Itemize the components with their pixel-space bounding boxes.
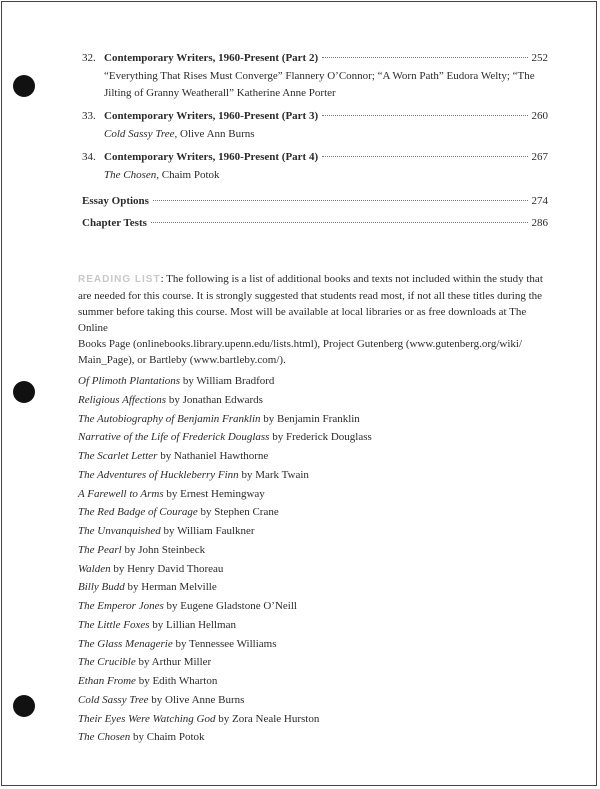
list-item	[78, 391, 548, 410]
toc-title: Contemporary Writers, 1960-Present (Part 4)	[104, 151, 319, 163]
table-of-contents	[82, 51, 548, 238]
book-title: The Unvanquished	[78, 525, 161, 537]
book-title: The Little Foxes	[78, 618, 150, 631]
book-author: by Lillian Hellman	[149, 618, 236, 631]
list-item	[78, 691, 548, 710]
dot-leader	[322, 115, 527, 116]
list-item	[78, 560, 548, 579]
intro-line: are needed for this course. It is strongly suggested that students read most, if not all these titles during the	[78, 290, 543, 302]
list-item	[78, 485, 548, 504]
toc-line	[82, 51, 548, 66]
book-title: The Autobiography of Benjamin Franklin	[78, 412, 261, 425]
book-title: Religious Affections	[78, 393, 167, 406]
intro-line: : The following is a list of additional books and texts not included within the study that	[160, 273, 543, 285]
binder-hole-top	[13, 75, 35, 97]
list-item	[78, 372, 548, 391]
toc-title: Contemporary Writers, 1960-Present (Part 3)	[104, 110, 319, 122]
book-author: by Mark Twain	[238, 468, 309, 481]
book-title: Of Plimoth Plantations	[78, 375, 181, 387]
list-item	[78, 672, 548, 691]
intro-line: summer before taking this course. Most will be available at local libraries or as free downloads at The Online	[78, 306, 527, 334]
book-author: by Henry David Thoreau	[110, 562, 224, 575]
book-author: by William Faulkner	[160, 525, 255, 537]
toc-line	[82, 216, 548, 231]
list-item	[78, 428, 548, 447]
book-title: Narrative of the Life of Frederick Douglass	[78, 431, 270, 444]
book-author: by Frederick Douglass	[269, 431, 372, 444]
toc-page-number: 252	[531, 52, 548, 64]
book-title: The Glass Menagerie	[78, 637, 173, 650]
toc-page-number: 267	[531, 151, 548, 163]
toc-number: 33.	[82, 110, 96, 122]
toc-entry-chapter-tests	[82, 216, 548, 231]
toc-subtitle	[82, 124, 548, 143]
list-item	[78, 597, 548, 616]
list-item	[78, 710, 548, 729]
book-list	[78, 372, 548, 747]
book-author: by Tennessee Williams	[172, 637, 277, 650]
book-title: Cold Sassy Tree	[104, 128, 175, 140]
list-item	[78, 616, 548, 635]
book-title: Walden	[78, 562, 111, 575]
binder-hole-bottom	[13, 695, 35, 717]
book-author: by Herman Melville	[124, 581, 217, 594]
book-author: by Stephen Crane	[197, 506, 279, 519]
book-title: The Adventures of Huckleberry Finn	[78, 468, 239, 481]
binder-hole-middle	[13, 381, 35, 403]
book-title: The Crucible	[78, 656, 136, 669]
dot-leader	[322, 57, 527, 58]
book-author: , Olive Ann Burns	[174, 128, 255, 140]
book-title: The Scarlet Letter	[78, 450, 158, 462]
intro-line: Main_Page), or Bartleby (www.bartleby.com/).	[78, 354, 286, 366]
book-title: The Red Badge of Courage	[78, 506, 198, 519]
book-author: by Zora Neale Hurston	[215, 712, 320, 725]
dot-leader	[322, 156, 527, 157]
dot-leader	[151, 222, 528, 223]
book-author: by William Bradford	[180, 375, 275, 387]
book-author: by Ernest Hemingway	[163, 487, 265, 500]
toc-line	[82, 194, 548, 209]
book-author: by Edith Wharton	[135, 675, 218, 687]
toc-subtitle-line: Jilting of Granny Weatherall” Katherine Anne Porter	[104, 87, 336, 99]
list-item	[78, 447, 548, 466]
intro-line: Books Page (onlinebooks.library.upenn.edu/lists.html), Project Gutenberg (www.gutenberg.org/wiki/	[78, 338, 523, 350]
book-title: Cold Sassy Tree	[78, 693, 149, 706]
toc-entry-33	[82, 109, 548, 143]
list-item	[78, 503, 548, 522]
list-item	[78, 653, 548, 672]
toc-entry-32	[82, 51, 548, 102]
dot-leader	[153, 200, 528, 201]
book-author: by Jonathan Edwards	[166, 393, 263, 406]
toc-title: Chapter Tests	[82, 217, 147, 229]
toc-subtitle	[82, 66, 548, 102]
book-author: by Eugene Gladstone O’Neill	[163, 600, 297, 612]
book-title: A Farewell to Arms	[78, 487, 164, 500]
book-author: , Chaim Potok	[156, 169, 220, 181]
toc-number: 32.	[82, 52, 96, 64]
toc-title: Essay Options	[82, 195, 149, 207]
list-item	[78, 728, 548, 747]
reading-list-heading: READING LIST	[78, 274, 161, 285]
book-title: Ethan Frome	[78, 675, 136, 687]
toc-entry-34	[82, 150, 548, 184]
book-title: Billy Budd	[78, 581, 125, 594]
book-title: The Chosen	[78, 731, 131, 744]
toc-subtitle	[82, 165, 548, 184]
toc-title: Contemporary Writers, 1960-Present (Part 2)	[104, 52, 319, 64]
toc-page-number: 286	[531, 217, 548, 229]
book-author: by John Steinbeck	[121, 543, 206, 556]
reading-list-intro	[78, 271, 548, 368]
list-item	[78, 541, 548, 560]
book-title: The Emperor Jones	[78, 600, 164, 612]
book-title: The Chosen	[104, 169, 157, 181]
list-item	[78, 410, 548, 429]
toc-line	[82, 109, 548, 124]
book-author: by Chaim Potok	[130, 731, 205, 744]
toc-entry-essay-options	[82, 194, 548, 209]
book-author: by Benjamin Franklin	[260, 412, 360, 425]
book-author: by Arthur Miller	[135, 656, 212, 669]
toc-subtitle-line: “Everything That Rises Must Converge” Flannery O’Connor; “A Worn Path” Eudora Welty; “The	[104, 70, 535, 82]
book-author: by Nathaniel Hawthorne	[157, 450, 269, 462]
book-title: The Pearl	[78, 543, 122, 556]
toc-line	[82, 150, 548, 165]
list-item	[78, 578, 548, 597]
list-item	[78, 635, 548, 654]
reading-list-section	[78, 271, 548, 747]
list-item	[78, 466, 548, 485]
toc-page-number: 260	[531, 110, 548, 122]
toc-number: 34.	[82, 151, 96, 163]
book-title: Their Eyes Were Watching God	[78, 712, 216, 725]
book-author: by Olive Anne Burns	[148, 693, 245, 706]
toc-page-number: 274	[531, 195, 548, 207]
list-item	[78, 522, 548, 541]
document-page	[1, 1, 597, 786]
